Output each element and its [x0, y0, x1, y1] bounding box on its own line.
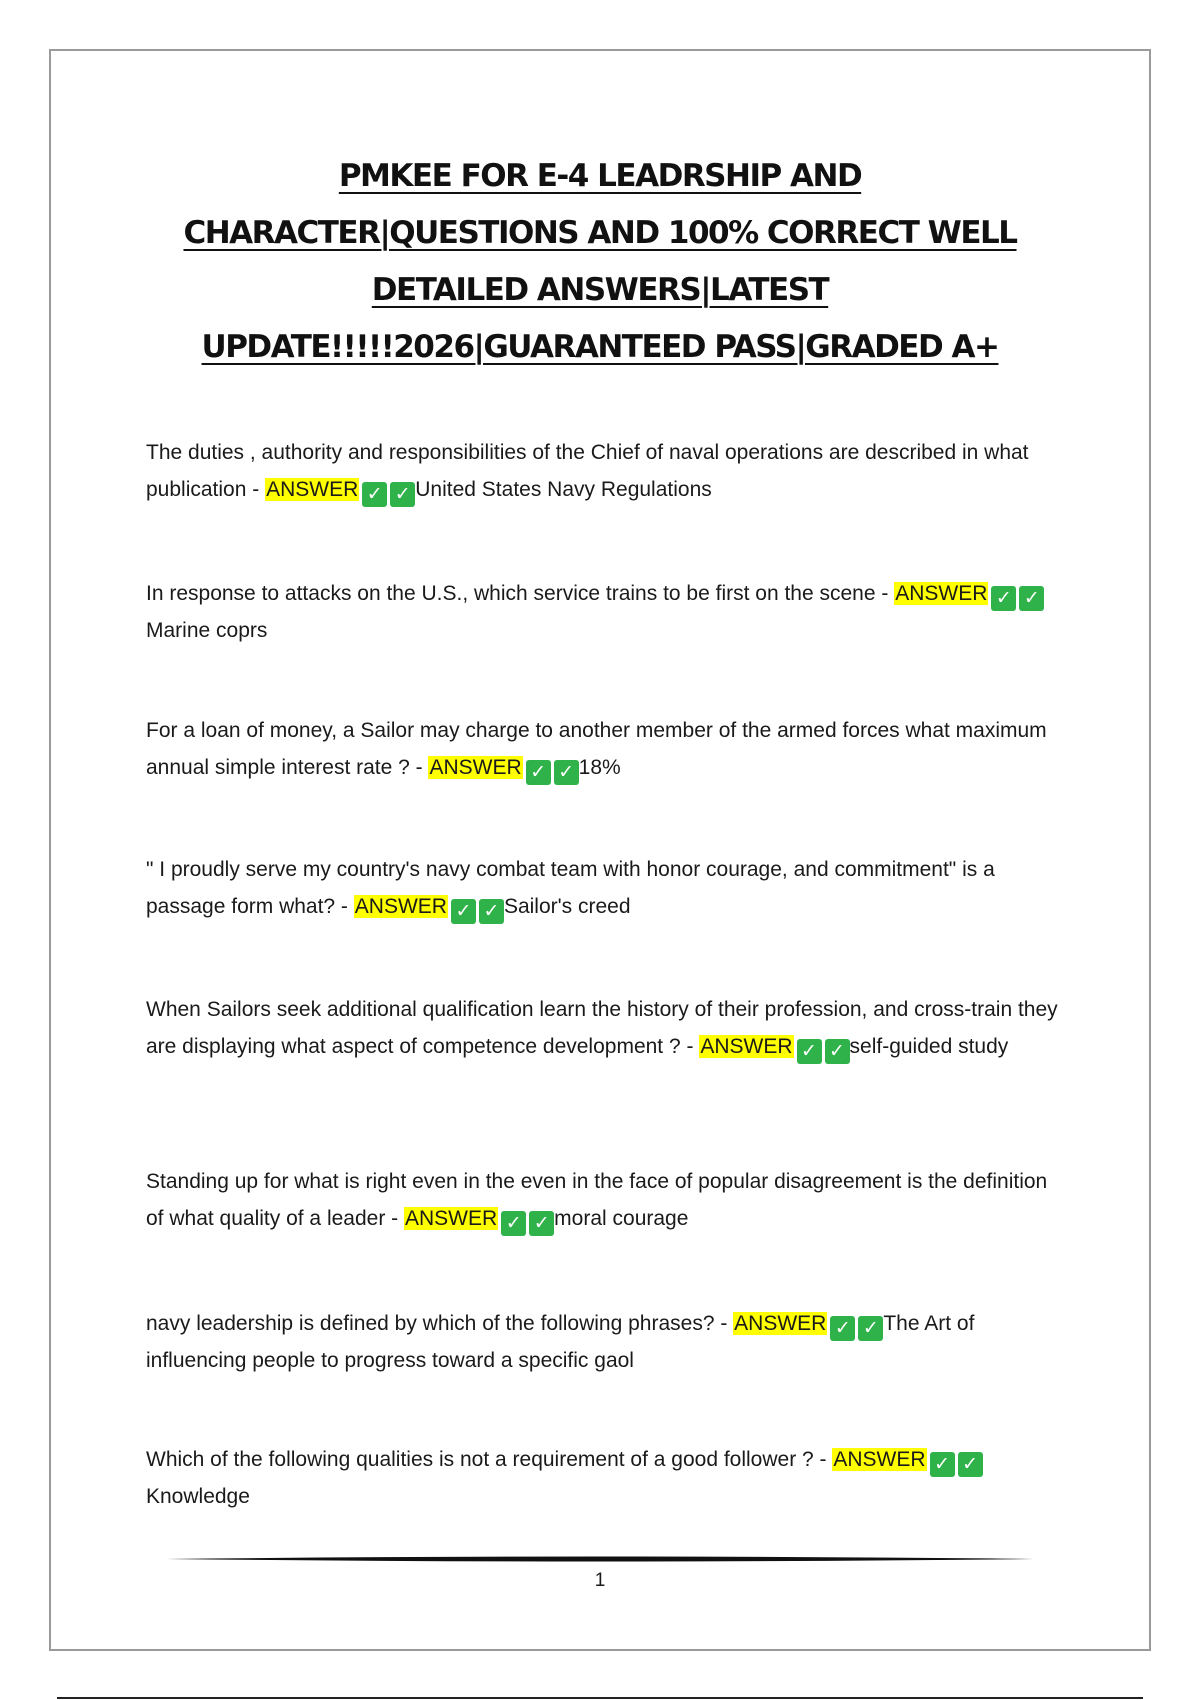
question-text: navy leadership is defined by which of the following phrases? - — [146, 1312, 734, 1335]
check-mark-icon: ✓ — [797, 1039, 822, 1064]
check-mark-icon: ✓ — [1019, 586, 1044, 611]
answer-label: ANSWER — [354, 895, 447, 918]
title-line: UPDATE!!!!!2026|GUARANTEED PASS|GRADED A+ — [201, 329, 999, 365]
answer-label: ANSWER — [895, 582, 988, 605]
question-text: " I proudly serve my country's navy combat team with honor courage, and commitment" is a passage form what? - — [146, 858, 995, 918]
check-mark-icon: ✓ — [825, 1039, 850, 1064]
question-text: Standing up for what is right even in the even in the face of popular disagreement is the definition of what quality of a leader - — [146, 1170, 1048, 1230]
document-title — [95, 148, 1105, 376]
answer-text: United States Navy Regulations — [415, 478, 712, 501]
check-mark-icon: ✓ — [930, 1452, 955, 1477]
answer-label: ANSWER — [266, 478, 359, 501]
title-line: PMKEE FOR E-4 LEADRSHIP AND — [338, 158, 862, 194]
answer-label: ANSWER — [700, 1035, 793, 1058]
answer-text: The Art of influencing people to progress toward a specific gaol — [146, 1312, 975, 1372]
question-text: For a loan of money, a Sailor may charge to another member of the armed forces what maximum annual simple interest rate ? - — [146, 719, 1047, 779]
bottom-divider — [57, 1697, 1143, 1699]
question-text: Which of the following qualities is not a requirement of a good follower ? - — [146, 1448, 833, 1471]
answer-text: Marine coprs — [146, 619, 268, 642]
qa-item — [146, 851, 1066, 925]
check-mark-icon: ✓ — [529, 1211, 554, 1236]
question-text: The duties , authority and responsibilities of the Chief of naval operations are described in what publication - — [146, 441, 1029, 501]
answer-label: ANSWER — [404, 1207, 498, 1230]
answer-label: ANSWER — [734, 1312, 827, 1335]
qa-item — [146, 712, 1066, 786]
qa-item — [146, 1305, 1066, 1379]
check-mark-icon: ✓ — [991, 586, 1016, 611]
check-mark-icon: ✓ — [554, 760, 579, 785]
check-mark-icon: ✓ — [526, 760, 551, 785]
answer-label: ANSWER — [833, 1448, 926, 1471]
answer-text: Sailor's creed — [503, 895, 631, 918]
check-mark-icon: ✓ — [479, 899, 504, 924]
check-mark-icon: ✓ — [362, 482, 387, 507]
check-mark-icon: ✓ — [858, 1316, 883, 1341]
qa-item — [146, 575, 1066, 649]
answer-text: Knowledge — [146, 1485, 250, 1508]
qa-item — [146, 1441, 1066, 1515]
answer-text: moral courage — [554, 1207, 689, 1230]
footer-divider — [166, 1556, 1034, 1562]
answer-text: self-guided study — [849, 1035, 1009, 1058]
qa-item — [146, 1163, 1066, 1237]
check-mark-icon: ✓ — [390, 482, 415, 507]
check-mark-icon: ✓ — [451, 899, 476, 924]
check-mark-icon: ✓ — [501, 1211, 526, 1236]
qa-item — [146, 434, 1066, 508]
title-line: CHARACTER|QUESTIONS AND 100% CORRECT WELL — [183, 215, 1017, 251]
check-mark-icon: ✓ — [830, 1316, 855, 1341]
qa-item — [146, 991, 1066, 1065]
question-text: When Sailors seek additional qualification learn the history of their profession, and cross-train they are displaying what aspect of competence development ? - — [146, 998, 1058, 1058]
answer-text: 18% — [578, 756, 621, 779]
title-line: DETAILED ANSWERS|LATEST — [371, 272, 829, 308]
check-mark-icon: ✓ — [958, 1452, 983, 1477]
question-text: In response to attacks on the U.S., which service trains to be first on the scene - — [146, 582, 895, 605]
page-number: 1 — [594, 1570, 606, 1591]
answer-label: ANSWER — [429, 756, 522, 779]
